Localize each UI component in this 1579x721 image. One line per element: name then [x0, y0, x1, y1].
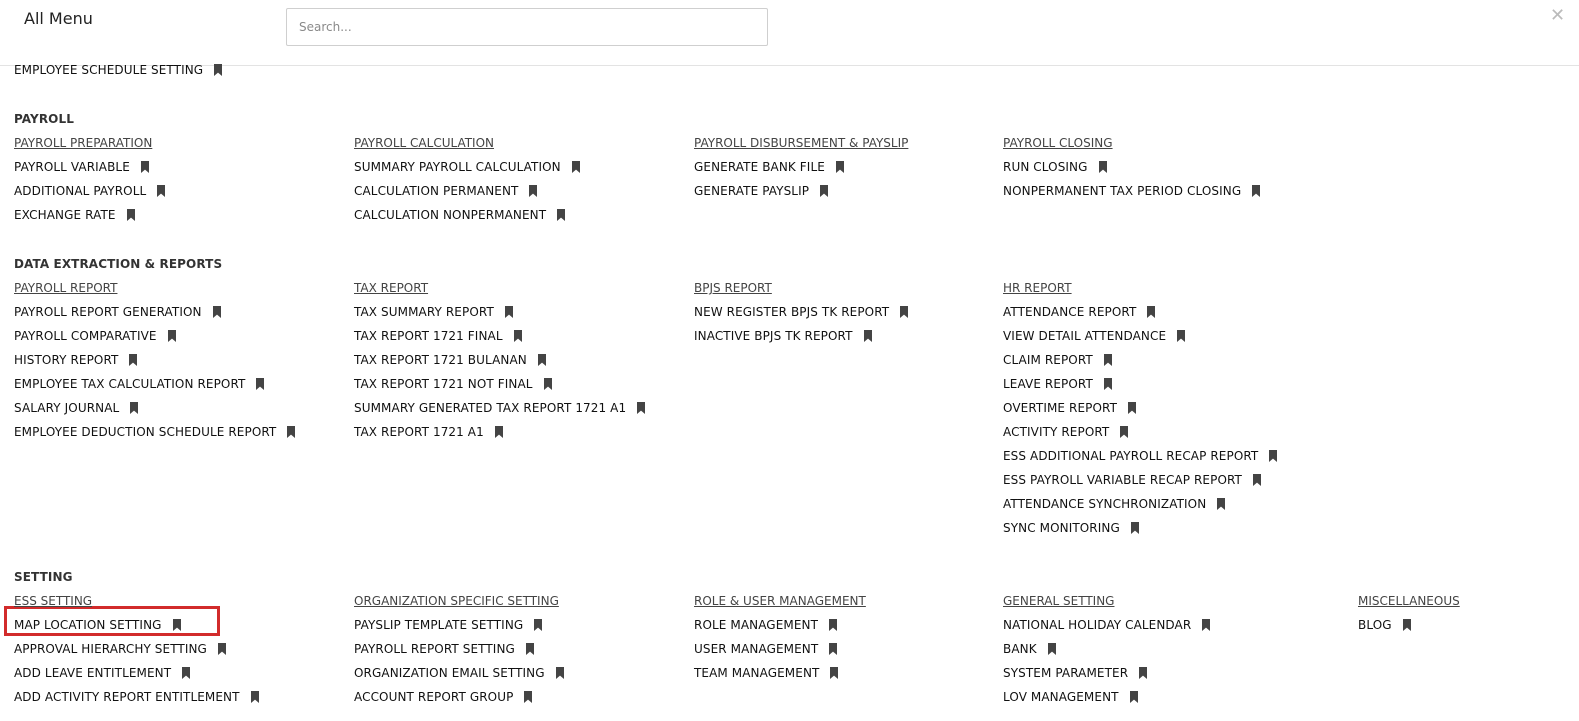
bookmark-icon[interactable] [534, 619, 542, 631]
menu-item-tax-report-1721-a1[interactable] [354, 425, 503, 439]
menu-item-label: TAX REPORT 1721 NOT FINAL [354, 377, 533, 391]
group-title-general-setting[interactable]: GENERAL SETTING [1003, 594, 1115, 608]
menu-item-label: OVERTIME REPORT [1003, 401, 1118, 415]
bookmark-icon[interactable] [514, 330, 522, 342]
menu-item-label: MAP LOCATION SETTING [14, 618, 162, 632]
menu-item-label: ACTIVITY REPORT [1003, 425, 1110, 439]
menu-item-history-report[interactable] [14, 353, 137, 367]
menu-item-label: CLAIM REPORT [1003, 353, 1093, 367]
bookmark-icon[interactable] [1131, 522, 1139, 534]
menu-item-label: PAYROLL REPORT SETTING [354, 642, 515, 656]
menu-item-sync-monitoring[interactable] [1003, 521, 1139, 535]
bookmark-icon[interactable] [572, 161, 580, 173]
menu-item-attendance-synchronization[interactable] [1003, 497, 1225, 511]
menu-item-label: CALCULATION PERMANENT [354, 184, 519, 198]
bookmark-icon[interactable] [900, 306, 908, 318]
bookmark-icon[interactable] [1128, 402, 1136, 414]
menu-item-label: TEAM MANAGEMENT [694, 666, 820, 680]
bookmark-icon[interactable] [1099, 161, 1107, 173]
menu-item-generate-payslip[interactable] [694, 184, 828, 198]
menu-item-calculation-permanent[interactable] [354, 184, 537, 198]
menu-item-label: NONPERMANENT TAX PERIOD CLOSING [1003, 184, 1242, 198]
menu-item-ess-additional-payroll-recap-report[interactable] [1003, 449, 1277, 463]
menu-item-additional-payroll[interactable] [14, 184, 165, 198]
bookmark-icon[interactable] [1120, 426, 1128, 438]
menu-item-attendance-report[interactable] [1003, 305, 1155, 319]
bookmark-icon[interactable] [1253, 474, 1261, 486]
menu-item-label: ORGANIZATION EMAIL SETTING [354, 666, 545, 680]
menu-item-map-location-setting[interactable] [14, 618, 181, 632]
menu-item-payroll-variable[interactable] [14, 160, 149, 174]
menu-item-label: EXCHANGE RATE [14, 208, 116, 222]
menu-item-calculation-nonpermanent[interactable] [354, 208, 565, 222]
menu-item-tax-report-1721-bulanan[interactable] [354, 353, 546, 367]
menu-item-label: PAYROLL COMPARATIVE [14, 329, 157, 343]
menu-item-label: TAX SUMMARY REPORT [354, 305, 494, 319]
menu-item-view-detail-attendance[interactable] [1003, 329, 1185, 343]
menu-item-label: VIEW DETAIL ATTENDANCE [1003, 329, 1167, 343]
bookmark-icon[interactable] [829, 619, 837, 631]
bookmark-icon[interactable] [1177, 330, 1185, 342]
menu-item-label: RUN CLOSING [1003, 160, 1088, 174]
menu-item-new-register-bpjs-tk-report[interactable] [694, 305, 908, 319]
menu-item-label: ADDITIONAL PAYROLL [14, 184, 147, 198]
menu-item-run-closing[interactable] [1003, 160, 1107, 174]
bookmark-icon[interactable] [1217, 498, 1225, 510]
menu-item-tax-report-1721-not-final[interactable] [354, 377, 552, 391]
menu-item-blog[interactable] [1358, 618, 1411, 632]
menu-item-label: EMPLOYEE TAX CALCULATION REPORT [14, 377, 246, 391]
menu-item-label: ACCOUNT REPORT GROUP [354, 690, 514, 704]
bookmark-icon[interactable] [214, 64, 222, 76]
menu-item-label: INACTIVE BPJS TK REPORT [694, 329, 853, 343]
bookmark-icon[interactable] [1403, 619, 1411, 631]
menu-item-label: TAX REPORT 1721 FINAL [354, 329, 503, 343]
menu-item-label: GENERATE BANK FILE [694, 160, 825, 174]
menu-item-user-management[interactable] [694, 642, 837, 656]
bookmark-icon[interactable] [1202, 619, 1210, 631]
bookmark-icon[interactable] [1130, 691, 1138, 703]
close-icon[interactable]: ✕ [1550, 5, 1566, 26]
bookmark-icon[interactable] [141, 161, 149, 173]
menu-item-claim-report[interactable] [1003, 353, 1112, 367]
menu-item-activity-report[interactable] [1003, 425, 1128, 439]
bookmark-icon[interactable] [251, 691, 259, 703]
menu-item-ess-payroll-variable-recap-report[interactable] [1003, 473, 1261, 487]
menu-item-label: LOV MANAGEMENT [1003, 690, 1119, 704]
menu-item-label: SALARY JOURNAL [14, 401, 120, 415]
menu-item-label: USER MANAGEMENT [694, 642, 819, 656]
menu-header [0, 0, 1579, 66]
menu-item-system-parameter[interactable] [1003, 666, 1147, 680]
bookmark-icon[interactable] [538, 354, 546, 366]
menu-item-inactive-bpjs-tk-report[interactable] [694, 329, 872, 343]
menu-item-payroll-comparative[interactable] [14, 329, 176, 343]
menu-item-employee-schedule-setting[interactable] [14, 63, 222, 77]
bookmark-icon[interactable] [495, 426, 503, 438]
group-title-payroll-closing[interactable]: PAYROLL CLOSING [1003, 136, 1113, 150]
bookmark-icon[interactable] [157, 185, 165, 197]
menu-item-employee-deduction-schedule-report[interactable] [14, 425, 295, 439]
menu-item-label: EMPLOYEE SCHEDULE SETTING [14, 63, 204, 77]
menu-item-label: PAYROLL VARIABLE [14, 160, 130, 174]
bookmark-icon[interactable] [130, 402, 138, 414]
menu-item-role-management[interactable] [694, 618, 837, 632]
menu-item-label: TAX REPORT 1721 BULANAN [354, 353, 527, 367]
bookmark-icon[interactable] [529, 185, 537, 197]
bookmark-icon[interactable] [544, 378, 552, 390]
bookmark-icon[interactable] [129, 354, 137, 366]
menu-item-nonpermanent-tax-period-closing[interactable] [1003, 184, 1260, 198]
bookmark-icon[interactable] [1104, 378, 1112, 390]
menu-item-tax-report-1721-final[interactable] [354, 329, 522, 343]
menu-item-label: HISTORY REPORT [14, 353, 119, 367]
bookmark-icon[interactable] [182, 667, 190, 679]
menu-item-bank[interactable] [1003, 642, 1056, 656]
menu-item-label: ROLE MANAGEMENT [694, 618, 819, 632]
menu-item-payroll-report-setting[interactable] [354, 642, 534, 656]
bookmark-icon[interactable] [173, 619, 181, 631]
menu-item-national-holiday-calendar[interactable] [1003, 618, 1210, 632]
bookmark-icon[interactable] [213, 306, 221, 318]
menu-item-label: CALCULATION NONPERMANENT [354, 208, 547, 222]
section-title-setting: SETTING [14, 570, 73, 584]
menu-item-label: ATTENDANCE SYNCHRONIZATION [1003, 497, 1207, 511]
menu-item-label: TAX REPORT 1721 A1 [354, 425, 484, 439]
menu-item-add-leave-entitlement[interactable] [14, 666, 190, 680]
menu-item-label: BLOG [1358, 618, 1392, 632]
bookmark-icon[interactable] [256, 378, 264, 390]
group-title-payroll-preparation[interactable]: PAYROLL PREPARATION [14, 136, 153, 150]
menu-item-label: NATIONAL HOLIDAY CALENDAR [1003, 618, 1192, 632]
bookmark-icon[interactable] [637, 402, 645, 414]
menu-item-label: BANK [1003, 642, 1037, 656]
menu-item-label: EMPLOYEE DEDUCTION SCHEDULE REPORT [14, 425, 277, 439]
menu-item-label: SYSTEM PARAMETER [1003, 666, 1129, 680]
bookmark-icon[interactable] [526, 643, 534, 655]
bookmark-icon[interactable] [1252, 185, 1260, 197]
group-title-payroll-disbursement-and-payslip[interactable]: PAYROLL DISBURSEMENT & PAYSLIP [694, 136, 909, 150]
menu-item-label: ESS ADDITIONAL PAYROLL RECAP REPORT [1003, 449, 1259, 463]
bookmark-icon[interactable] [1139, 667, 1147, 679]
menu-item-tax-summary-report[interactable] [354, 305, 513, 319]
menu-item-add-activity-report-entitlement[interactable] [14, 690, 259, 704]
page-title: All Menu [24, 9, 93, 28]
bookmark-icon[interactable] [820, 185, 828, 197]
menu-item-leave-report[interactable] [1003, 377, 1112, 391]
menu-item-employee-tax-calculation-report[interactable] [14, 377, 264, 391]
bookmark-icon[interactable] [1269, 450, 1277, 462]
menu-item-lov-management[interactable] [1003, 690, 1138, 704]
bookmark-icon[interactable] [557, 209, 565, 221]
menu-item-label: ESS PAYROLL VARIABLE RECAP REPORT [1003, 473, 1242, 487]
menu-item-overtime-report[interactable] [1003, 401, 1136, 415]
menu-item-label: APPROVAL HIERARCHY SETTING [14, 642, 207, 656]
group-title-hr-report[interactable]: HR REPORT [1003, 281, 1072, 295]
bookmark-icon[interactable] [829, 643, 837, 655]
bookmark-icon[interactable] [524, 691, 532, 703]
bookmark-icon[interactable] [864, 330, 872, 342]
search-input[interactable] [286, 8, 768, 46]
section-title-data-extraction-and-reports: DATA EXTRACTION & REPORTS [14, 257, 223, 271]
menu-item-label: NEW REGISTER BPJS TK REPORT [694, 305, 890, 319]
section-title-payroll: PAYROLL [14, 112, 74, 126]
menu-item-label: LEAVE REPORT [1003, 377, 1093, 391]
menu-item-label: ADD ACTIVITY REPORT ENTITLEMENT [14, 690, 240, 704]
group-title-payroll-calculation[interactable]: PAYROLL CALCULATION [354, 136, 495, 150]
menu-item-salary-journal[interactable] [14, 401, 138, 415]
group-title-role-and-user-management[interactable]: ROLE & USER MANAGEMENT [694, 594, 866, 608]
menu-item-label: PAYSLIP TEMPLATE SETTING [354, 618, 524, 632]
menu-item-label: SUMMARY GENERATED TAX REPORT 1721 A1 [354, 401, 627, 415]
bookmark-icon[interactable] [1104, 354, 1112, 366]
menu-item-label: SYNC MONITORING [1003, 521, 1120, 535]
menu-item-team-management[interactable] [694, 666, 838, 680]
menu-item-organization-email-setting[interactable] [354, 666, 564, 680]
group-title-bpjs-report[interactable]: BPJS REPORT [694, 281, 772, 295]
bookmark-icon[interactable] [168, 330, 176, 342]
group-title-payroll-report[interactable]: PAYROLL REPORT [14, 281, 118, 295]
menu-item-account-report-group[interactable] [354, 690, 532, 704]
menu-item-payroll-report-generation[interactable] [14, 305, 221, 319]
bookmark-icon[interactable] [556, 667, 564, 679]
bookmark-icon[interactable] [1048, 643, 1056, 655]
menu-item-label: ATTENDANCE REPORT [1003, 305, 1137, 319]
group-title-organization-specific-setting[interactable]: ORGANIZATION SPECIFIC SETTING [354, 594, 559, 608]
menu-item-payslip-template-setting[interactable] [354, 618, 542, 632]
menu-item-summary-payroll-calculation[interactable] [354, 160, 580, 174]
bookmark-icon[interactable] [830, 667, 838, 679]
bookmark-icon[interactable] [836, 161, 844, 173]
menu-item-label: SUMMARY PAYROLL CALCULATION [354, 160, 561, 174]
menu-item-exchange-rate[interactable] [14, 208, 135, 222]
bookmark-icon[interactable] [505, 306, 513, 318]
group-title-miscellaneous[interactable]: MISCELLANEOUS [1358, 594, 1460, 608]
bookmark-icon[interactable] [1147, 306, 1155, 318]
menu-item-approval-hierarchy-setting[interactable] [14, 642, 226, 656]
bookmark-icon[interactable] [127, 209, 135, 221]
menu-item-label: GENERATE PAYSLIP [694, 184, 810, 198]
group-title-ess-setting[interactable]: ESS SETTING [14, 594, 93, 608]
menu-item-label: ADD LEAVE ENTITLEMENT [14, 666, 172, 680]
menu-item-label: PAYROLL REPORT GENERATION [14, 305, 202, 319]
bookmark-icon[interactable] [287, 426, 295, 438]
bookmark-icon[interactable] [218, 643, 226, 655]
menu-content [0, 63, 1579, 721]
menu-item-summary-generated-tax-report-1721-a1[interactable] [354, 401, 645, 415]
group-title-tax-report[interactable]: TAX REPORT [354, 281, 429, 295]
menu-item-generate-bank-file[interactable] [694, 160, 844, 174]
